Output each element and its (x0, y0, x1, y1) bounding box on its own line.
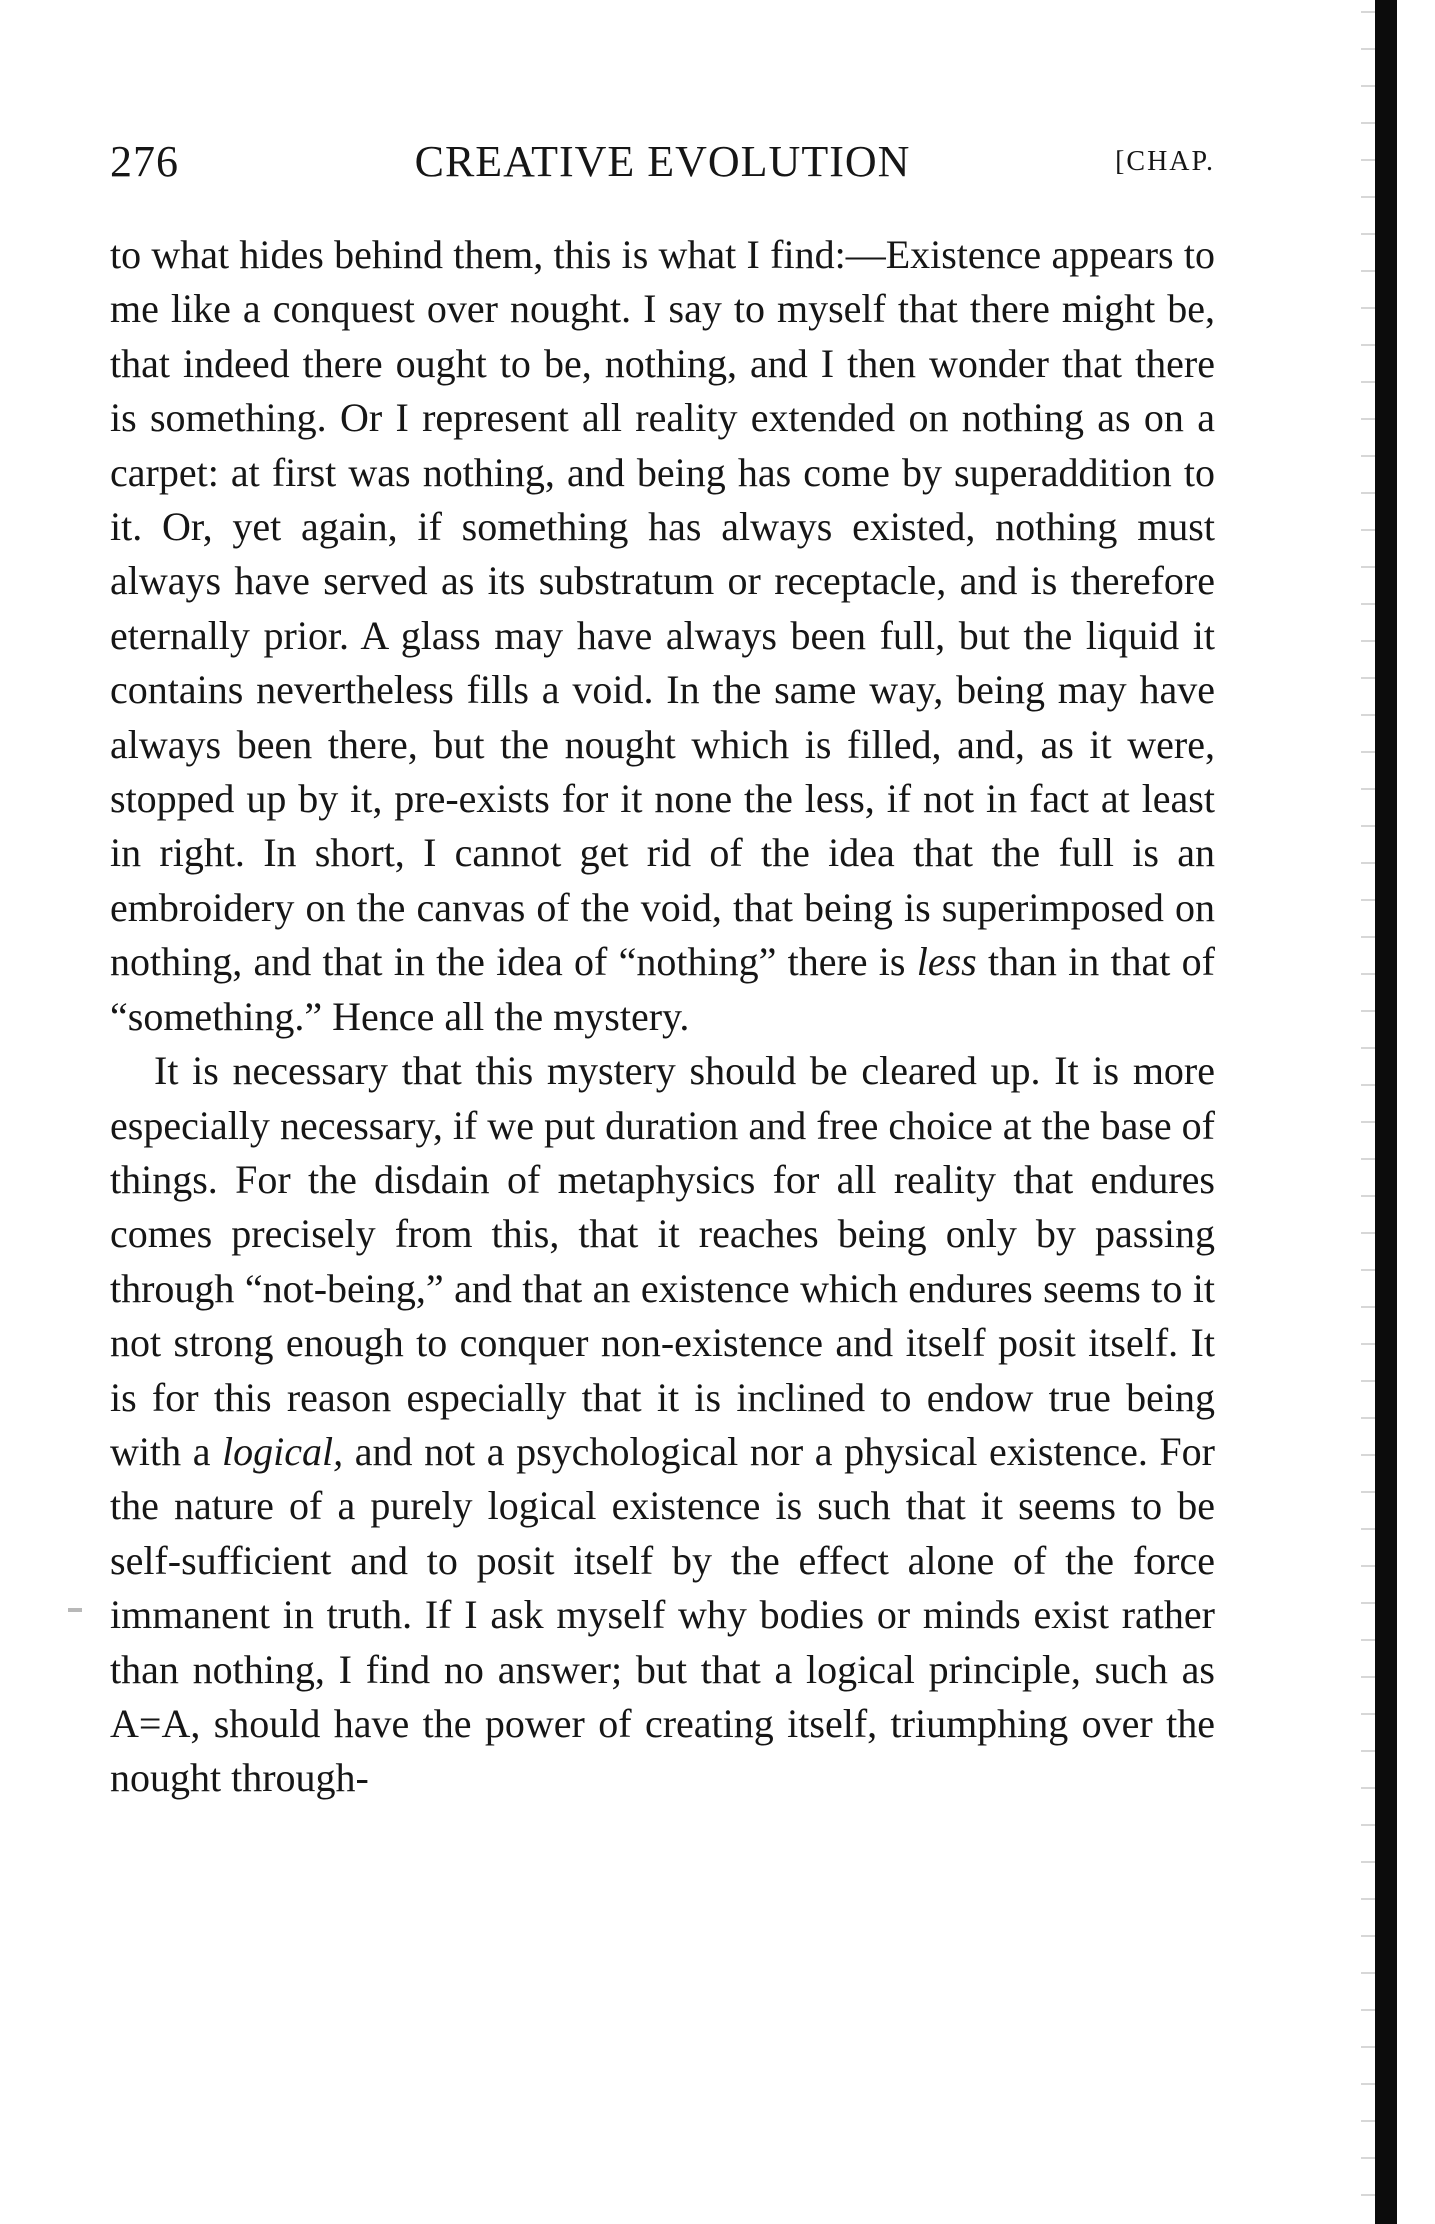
paragraph-2 (110, 1044, 1215, 1806)
emphasis-less: less (916, 939, 977, 985)
paragraph-2-text: It is necessary that this mystery should be cleared up. It is more especially necessary, if we put duration and free choice at the base of things. For the disdain of metaphysics for all reality that endures comes precisely from this, that it reaches being only by passing through “not-being,” and that an existence which endures seems to it not strong enough to conquer non-existence and itself posit itself. It is for this reason especially that it is inclined to endow true being with a (110, 1048, 1215, 1474)
chapter-mark: [CHAP. (1115, 146, 1215, 177)
paragraph-2-text-end: and not a psychological nor a physical existence. For the nature of a purely logical existence is such that it seems to be self-sufficient and to posit itself by the effect alone of the force immanent in truth. If I ask myself why bodies or minds exist rather than nothing, I find no answer; but that a logical principle, such as A=A, should have the power of creating itself, triumphing over the nought through- (110, 1428, 1215, 1801)
emphasis-logical: logical, (222, 1428, 344, 1474)
scan-edge-shadow (1375, 0, 1397, 2224)
paragraph-1-text: to what hides behind them, this is what I find:—Existence appears to me like a conquest over nought. I say to myself that there might be, that indeed there ought to be, nothing, and I then wonder that there is something. Or I represent all reality extended on nothing as on a carpet: at first was nothing, and being has come by superaddition to it. Or, yet again, if something has always existed, nothing must always have served as its substratum or receptacle, and is therefore eternally prior. A glass may have always been full, but the liquid it contains nevertheless fills a void. In the same way, being may have always been there, but the nought which is filled, and, as it were, stopped up by it, pre-exists for it none the less, if not in fact at least in right. In short, I cannot get rid of the idea that the full is an embroidery on the canvas of the void, that being is superimposed on nothing, and that in the idea of “nothing” there is (110, 232, 1215, 985)
running-title: CREATIVE EVOLUTION (414, 137, 911, 186)
body-text (110, 228, 1215, 1806)
margin-mark (68, 1608, 82, 1612)
page-number: 276 (110, 137, 179, 186)
scan-edge-fringe (1361, 0, 1375, 2224)
scan-edge-margin (1397, 0, 1435, 2224)
paragraph-1 (110, 228, 1215, 1044)
running-head (110, 136, 1215, 196)
paragraph-1-text-end: than in that of “something.” Hence all the mystery. (110, 939, 1215, 1039)
